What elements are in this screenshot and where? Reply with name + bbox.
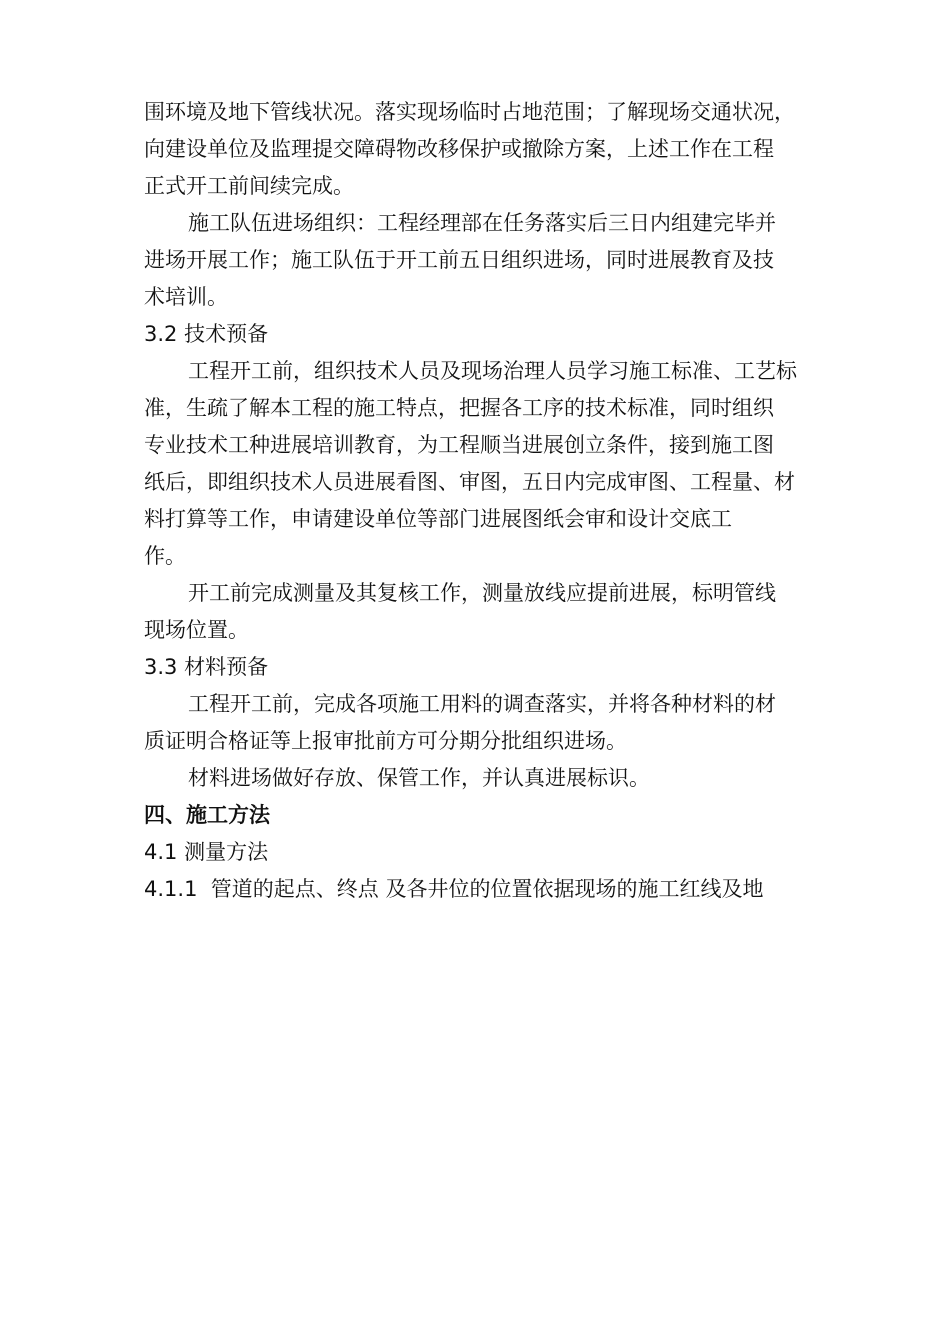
heading-4-1: 4.1 测量方法: [144, 840, 269, 864]
text-line: 工程开工前，完成各项施工用料的调查落实，并将各种材料的材: [188, 692, 776, 716]
paragraph-site-conditions: [144, 94, 824, 205]
text-line: 现场位置。: [144, 618, 249, 642]
paragraph-material-preparation: [144, 686, 824, 760]
text-line: 质证明合格证等上报审批前方可分期分批组织进场。: [144, 729, 627, 753]
heading-3-3: 3.3 材料预备: [144, 655, 269, 679]
text-line: 工程开工前，组织技术人员及现场治理人员学习施工标准、工艺标: [188, 359, 797, 383]
text-line: 作。: [144, 544, 186, 568]
text-line: 准，生疏了解本工程的施工特点，把握各工序的技术标准，同时组织: [144, 396, 774, 420]
text-line: 正式开工前间续完成。: [144, 174, 354, 198]
paragraph-4-1-1: 4.1.1 管道的起点、终点 及各井位的位置依据现场的施工红线及地: [144, 877, 764, 901]
heading-3-2: 3.2 技术预备: [144, 322, 269, 346]
text-line: 专业技术工种进展培训教育，为工程顺当进展创立条件，接到施工图: [144, 433, 774, 457]
text-line: 施工队伍进场组织：工程经理部在任务落实后三日内组建完毕并: [188, 211, 776, 235]
paragraph-technical-preparation: [144, 353, 824, 575]
text-line: 料打算等工作，申请建设单位等部门进展图纸会审和设计交底工: [144, 507, 732, 531]
text-line: 纸后，即组织技术人员进展看图、审图，五日内完成审图、工程量、材: [144, 470, 795, 494]
paragraph-material-storage: 材料进场做好存放、保管工作，并认真进展标识。: [188, 766, 650, 790]
text-line: 围环境及地下管线状况。落实现场临时占地范围；了解现场交通状况，: [144, 100, 795, 124]
text-line: 进场开展工作；施工队伍于开工前五日组织进场，同时进展教育及技: [144, 248, 774, 272]
document-body: [144, 94, 824, 908]
paragraph-survey-work: [144, 575, 824, 649]
text-line: 术培训。: [144, 285, 228, 309]
text-line: 向建设单位及监理提交障碍物改移保护或撤除方案，上述工作在工程: [144, 137, 774, 161]
paragraph-team-mobilization: [144, 205, 824, 316]
heading-section-4: 四、施工方法: [144, 803, 270, 827]
text-line: 开工前完成测量及其复核工作，测量放线应提前进展，标明管线: [188, 581, 776, 605]
